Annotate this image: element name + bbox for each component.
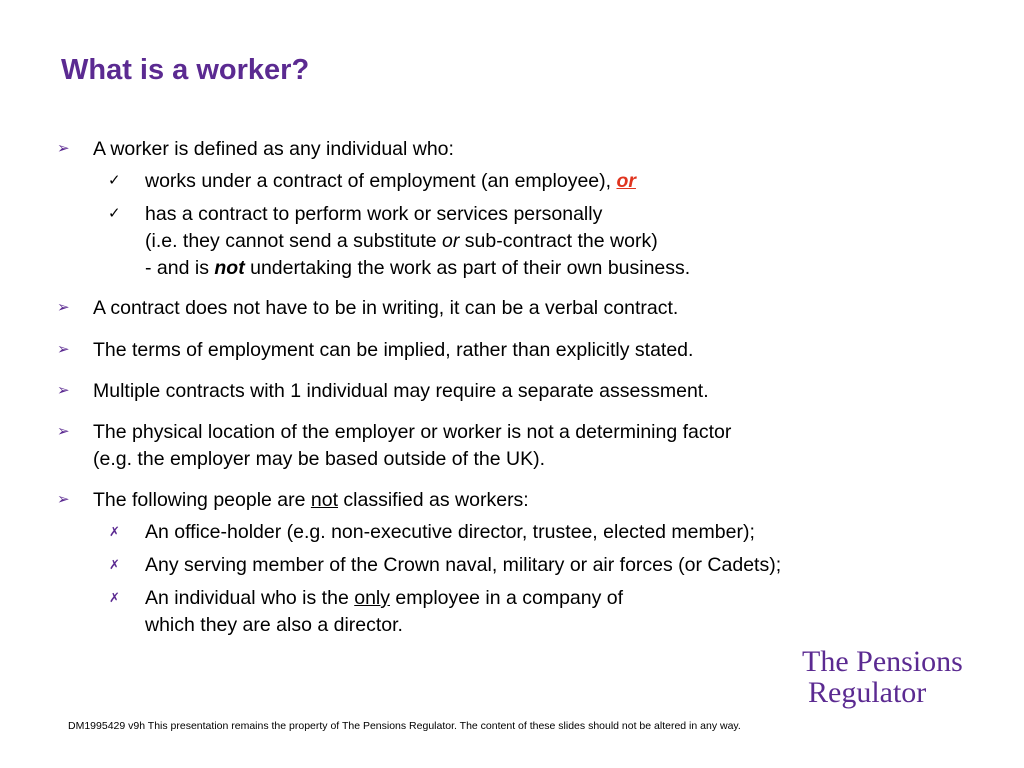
text-segment: An individual who is the — [145, 587, 355, 609]
arrow-right-bullet-icon: ➢ — [57, 382, 70, 399]
bullet-worker-definition: A worker is defined as any individual who: — [93, 138, 454, 160]
bullet-terms-implied: The terms of employment can be implied, rather than explicitly stated. — [93, 339, 694, 361]
sub-bullet-only-employee-line1 — [145, 586, 623, 610]
emphasis-or: or — [616, 170, 636, 192]
sub-bullet-office-holder: An office-holder (e.g. non-executive director, trustee, elected member); — [145, 521, 755, 543]
pensions-regulator-logo — [802, 646, 963, 708]
logo-line-1: The Pensions — [802, 645, 963, 678]
logo-line-2: Regulator — [808, 676, 927, 709]
text-segment: (i.e. they cannot send a substitute — [145, 230, 443, 252]
bullet-physical-location-line1: The physical location of the employer or worker is not a determining factor — [93, 421, 732, 443]
text-segment: - and is — [145, 257, 215, 279]
text-segment: The following people are — [93, 489, 311, 511]
arrow-right-bullet-icon: ➢ — [57, 140, 70, 157]
emphasis-or-italic: or — [442, 230, 460, 252]
text-segment: employee in a company of — [390, 587, 624, 609]
checkmark-icon: ✓ — [108, 205, 121, 222]
arrow-right-bullet-icon: ➢ — [57, 423, 70, 440]
arrow-right-bullet-icon: ➢ — [57, 299, 70, 316]
text-segment: sub-contract the work) — [459, 230, 658, 252]
sub-bullet-contract-employment — [145, 169, 636, 193]
footer-disclaimer: DM1995429 v9h This presentation remains the property of The Pensions Regulator. The content of these slides should not be altered in any way. — [68, 720, 741, 732]
arrow-right-bullet-icon: ➢ — [57, 491, 70, 508]
slide-title: What is a worker? — [61, 54, 310, 86]
sub-bullet-text: works under a contract of employment (an employee), — [145, 170, 617, 192]
sub-bullet-contract-personal-line1: has a contract to perform work or services personally — [145, 203, 603, 225]
sub-bullet-contract-personal-line3 — [145, 256, 690, 280]
emphasis-not: not — [214, 257, 245, 279]
sub-bullet-only-employee-line2: which they are also a director. — [145, 614, 403, 636]
bullet-contract-writing: A contract does not have to be in writing, it can be a verbal contract. — [93, 297, 679, 319]
bullet-multiple-contracts: Multiple contracts with 1 individual may require a separate assessment. — [93, 380, 709, 402]
text-segment: undertaking the work as part of their own business. — [244, 257, 691, 279]
emphasis-only-underlined: only — [354, 587, 390, 609]
bullet-physical-location-line2: (e.g. the employer may be based outside of the UK). — [93, 448, 545, 470]
cross-icon: ✗ — [109, 590, 120, 605]
emphasis-not-underlined: not — [310, 489, 338, 511]
cross-icon: ✗ — [109, 557, 120, 572]
arrow-right-bullet-icon: ➢ — [57, 341, 70, 358]
text-segment: classified as workers: — [338, 489, 529, 511]
bullet-not-workers — [93, 488, 529, 512]
sub-bullet-crown-forces: Any serving member of the Crown naval, military or air forces (or Cadets); — [145, 554, 782, 576]
sub-bullet-contract-personal-line2 — [145, 229, 658, 253]
checkmark-icon: ✓ — [108, 172, 121, 189]
cross-icon: ✗ — [109, 524, 120, 539]
